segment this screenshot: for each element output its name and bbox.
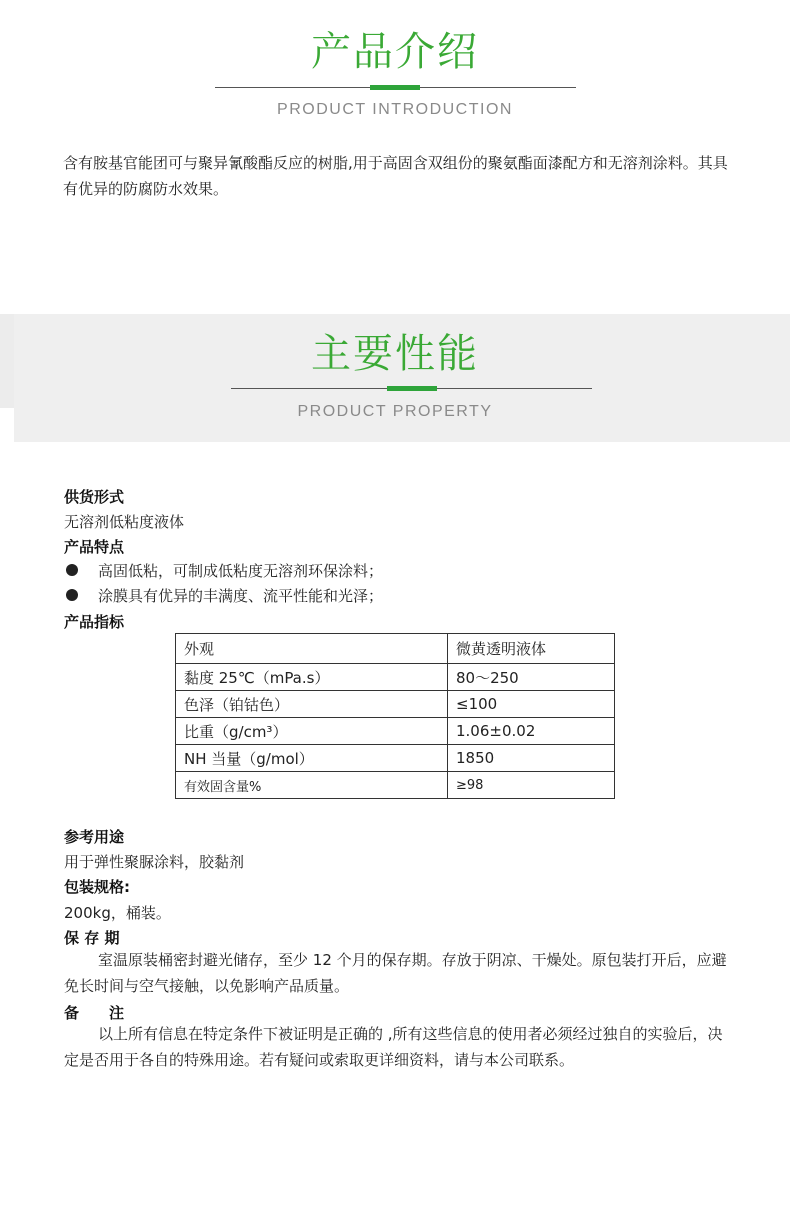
feature-bullet-icon <box>66 589 78 601</box>
storage-label: 保 存 期 <box>64 929 120 947</box>
specs-table <box>175 633 615 799</box>
feature-item: 涂膜具有优异的丰满度、流平性能和光泽； <box>98 587 384 605</box>
spec-name: 有效固含量% <box>176 772 448 799</box>
table-row <box>176 664 615 691</box>
intro-text: 含有胺基官能团可与聚异氰酸酯反应的树脂,用于高固含双组份的聚氨酯面漆配方和无溶剂涂料。其具有优异的防腐防水效果。 <box>63 154 728 198</box>
property-title-accent <box>387 386 437 391</box>
usage-value: 用于弹性聚脲涂料，胶黏剂 <box>64 853 245 871</box>
packaging-label: 包装规格: <box>64 878 130 896</box>
spec-value: 1.06±0.02 <box>448 718 615 745</box>
table-row <box>176 691 615 718</box>
spec-name: NH 当量（g/mol） <box>176 745 448 772</box>
usage-label: 参考用途 <box>64 828 125 846</box>
spec-name: 色泽（铂钴色） <box>176 691 448 718</box>
table-row <box>176 718 615 745</box>
intro-section-title: 产品介绍 <box>311 29 479 75</box>
feature-item: 高固低粘，可制成低粘度无溶剂环保涂料； <box>98 562 384 580</box>
spec-value: 微黄透明液体 <box>448 634 615 664</box>
spec-value: ≤100 <box>448 691 615 718</box>
intro-title-accent <box>370 85 420 90</box>
packaging-value: 200kg，桶装。 <box>64 904 171 922</box>
intro-section-subtitle: PRODUCT INTRODUCTION <box>277 101 513 118</box>
spec-name: 外观 <box>176 634 448 664</box>
features-label: 产品特点 <box>64 538 125 556</box>
table-row <box>176 745 615 772</box>
spec-value: ≥98 <box>448 772 615 799</box>
spec-value: 1850 <box>448 745 615 772</box>
property-section-subtitle: PRODUCT PROPERTY <box>297 403 493 420</box>
specs-label: 产品指标 <box>64 613 125 631</box>
table-row <box>176 634 615 664</box>
spec-name: 比重（g/cm³） <box>176 718 448 745</box>
table-row <box>176 772 615 799</box>
storage-text: 室温原装桶密封避光储存，至少 12 个月的保存期。存放于阴凉、干燥处。原包装打开后，应避免长时间与空气接触，以免影响产品质量。 <box>64 951 727 995</box>
remarks-label: 备 注 <box>64 1004 125 1022</box>
remarks-text: 以上所有信息在特定条件下被证明是正确的 ,所有这些信息的使用者必须经过独自的实验后，决定是否用于各自的特殊用途。若有疑问或索取更详细资料，请与本公司联系。 <box>64 1025 723 1069</box>
supply-value: 无溶剂低粘度液体 <box>64 513 185 531</box>
feature-bullet-icon <box>66 564 78 576</box>
spec-name: 黏度 25℃（mPa.s） <box>176 664 448 691</box>
spec-value: 80～250 <box>448 664 615 691</box>
supply-label: 供货形式 <box>64 488 125 506</box>
property-section-title: 主要性能 <box>311 331 479 377</box>
